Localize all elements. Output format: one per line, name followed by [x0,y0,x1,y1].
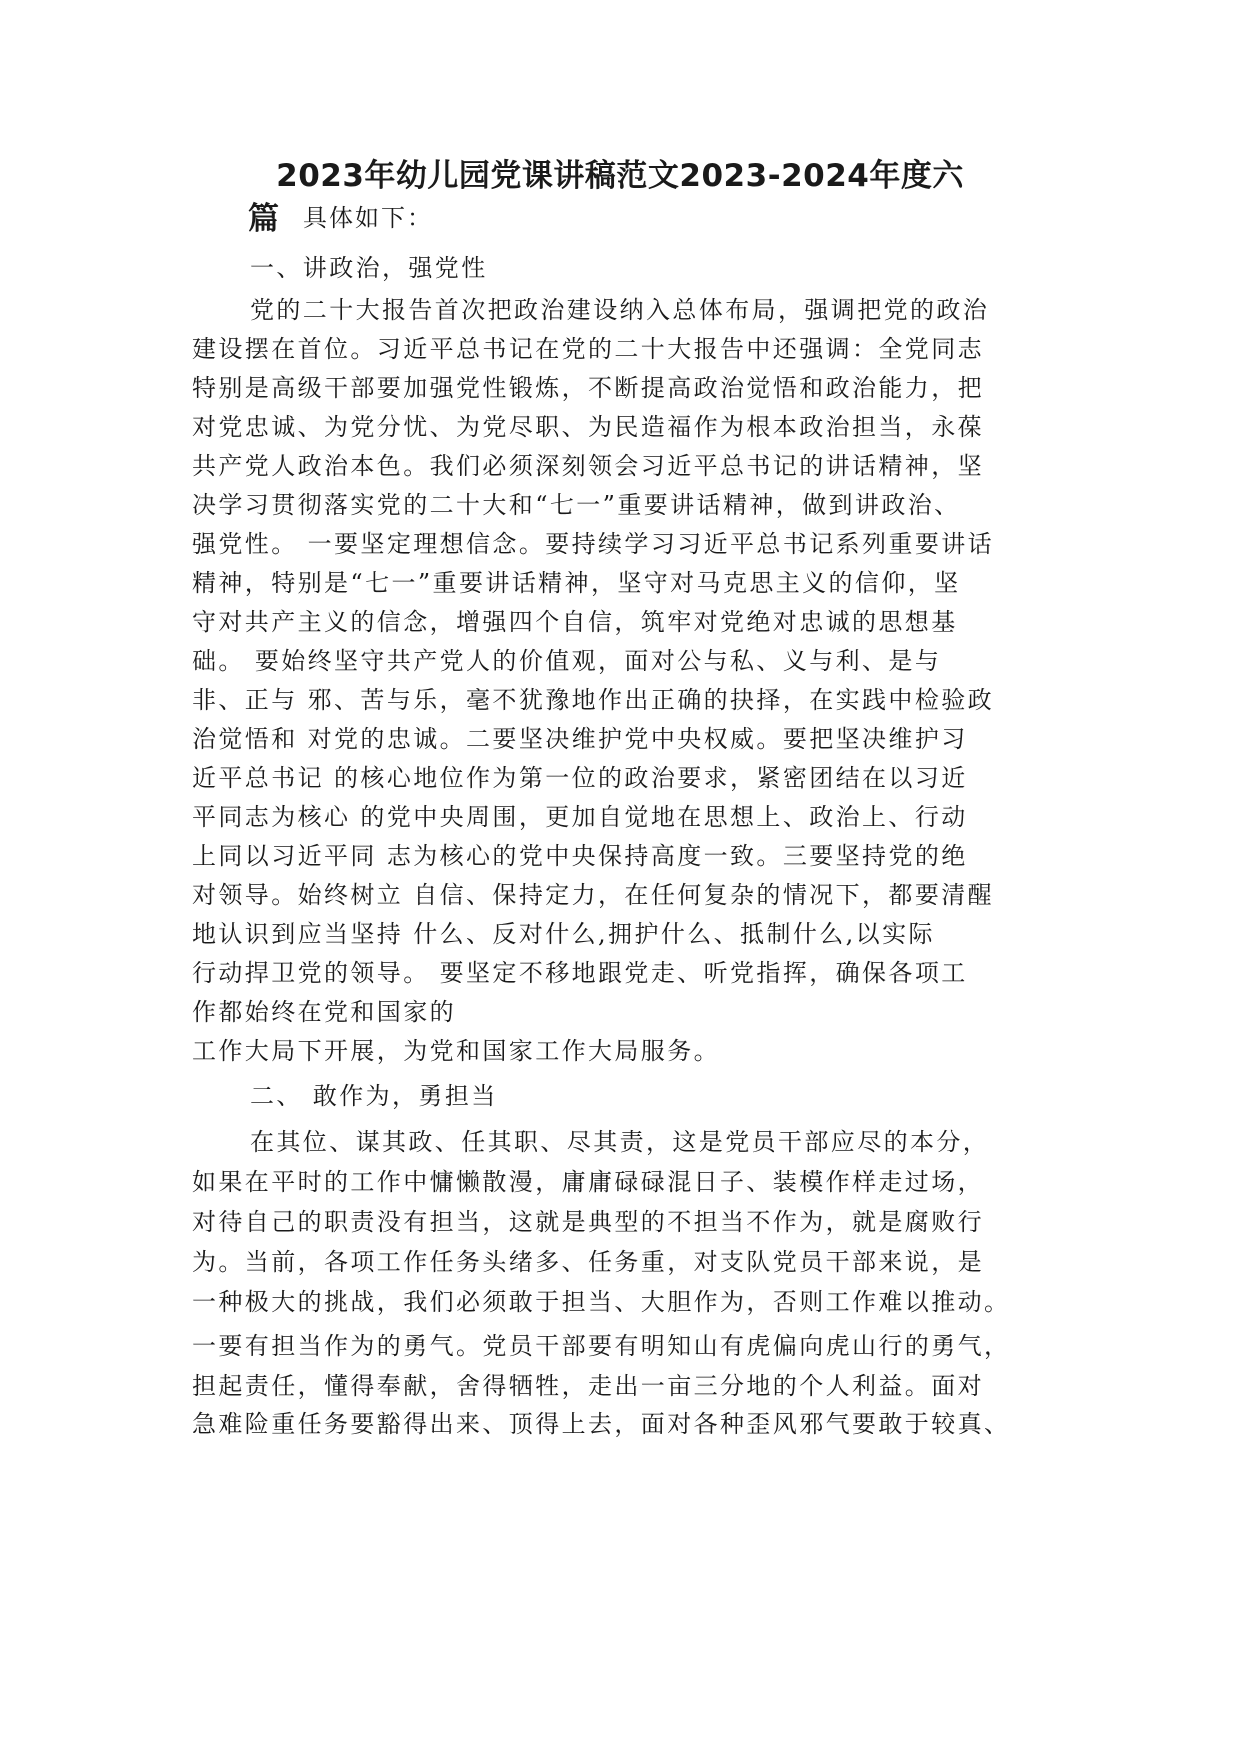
paragraph-line: 一要有担当作为的勇气。党员干部要有明知山有虎偏向虎山行的勇气， [192,1332,1011,1360]
paragraph-line: 础。 要始终坚守共产党人的价值观，面对公与私、义与利、是与 [192,647,942,675]
paragraph-line: 上同以习近平同 志为核心的党中央保持高度一致。三要坚持党的绝 [192,842,968,870]
paragraph-line: 精神，特别是“七一”重要讲话精神，坚守对马克思主义的信仰，坚 [192,569,961,597]
paragraph-line: 急难险重任务要豁得出来、顶得上去，面对各种歪风邪气要敢于较真、 [192,1410,1011,1438]
section-2-heading: 二、 敢作为，勇担当 [250,1082,498,1110]
paragraph-line: 作都始终在党和国家的 [192,998,456,1026]
paragraph-line: 担起责任，懂得奉献，舍得牺牲，走出一亩三分地的个人利益。面对 [192,1372,984,1400]
paragraph-line: 一种极大的挑战，我们必须敢于担当、大胆作为，否则工作难以推动。 [192,1288,1011,1316]
paragraph-line: 为。当前，各项工作任务头绪多、任务重，对支队党员干部来说，是 [192,1248,984,1276]
paragraph-line: 地认识到应当坚持 什么、反对什么,拥护什么、抵制什么,以实际 [192,920,935,948]
paragraph-line: 对待自己的职责没有担当，这就是典型的不担当不作为，就是腐败行 [192,1208,984,1236]
section-1-heading: 一、讲政治，强党性 [250,254,488,282]
paragraph-line: 守对共产主义的信念，增强四个自信，筑牢对党绝对忠诚的思想基 [192,608,958,636]
paragraph-line: 共产党人政治本色。我们必须深刻领会习近平总书记的讲话精神，坚 [192,452,984,480]
document-title: 2023年幼儿园党课讲稿范文2023-2024年度六 [276,158,964,194]
paragraph-line: 工作大局下开展，为党和国家工作大局服务。 [192,1037,720,1065]
paragraph-line: 如果在平时的工作中慵懒散漫，庸庸碌碌混日子、装模作样走过场， [192,1168,984,1196]
intro-text: 具体如下： [303,204,433,232]
paragraph-line: 在其位、谋其政、任其职、尽其责，这是党员干部应尽的本分， [250,1128,990,1156]
paragraph-line: 特别是高级干部要加强党性锻炼，不断提高政治觉悟和政治能力，把 [192,374,984,402]
paragraph-line: 强党性。 一要坚定理想信念。要持续学习习近平总书记系列重要讲话 [192,530,995,558]
paragraph-line: 平同志为核心 的党中央周围，更加自觉地在思想上、政治上、行动 [192,803,968,831]
paragraph-line: 对党忠诚、为党分忧、为党尽职、为民造福作为根本政治担当，永葆 [192,413,984,441]
paragraph-line: 建设摆在首位。习近平总书记在党的二十大报告中还强调：全党同志 [192,335,984,363]
paragraph-line: 决学习贯彻落实党的二十大和“七一”重要讲话精神，做到讲政治、 [192,491,961,519]
paragraph-line: 行动捍卫党的领导。 要坚定不移地跟党走、听党指挥，确保各项工 [192,959,968,987]
paragraph-line: 党的二十大报告首次把政治建设纳入总体布局，强调把党的政治 [250,296,990,324]
paragraph-line: 近平总书记 的核心地位作为第一位的政治要求，紧密团结在以习近 [192,764,968,792]
paragraph-line: 非、正与 邪、苦与乐，毫不犹豫地作出正确的抉择，在实践中检验政 [192,686,995,714]
paragraph-line: 治觉悟和 对党的忠诚。二要坚决维护党中央权威。要把坚决维护习 [192,725,968,753]
paragraph-line: 对领导。始终树立 自信、保持定力，在任何复杂的情况下，都要清醒 [192,881,995,909]
document-title-continued: 篇 [248,201,279,237]
